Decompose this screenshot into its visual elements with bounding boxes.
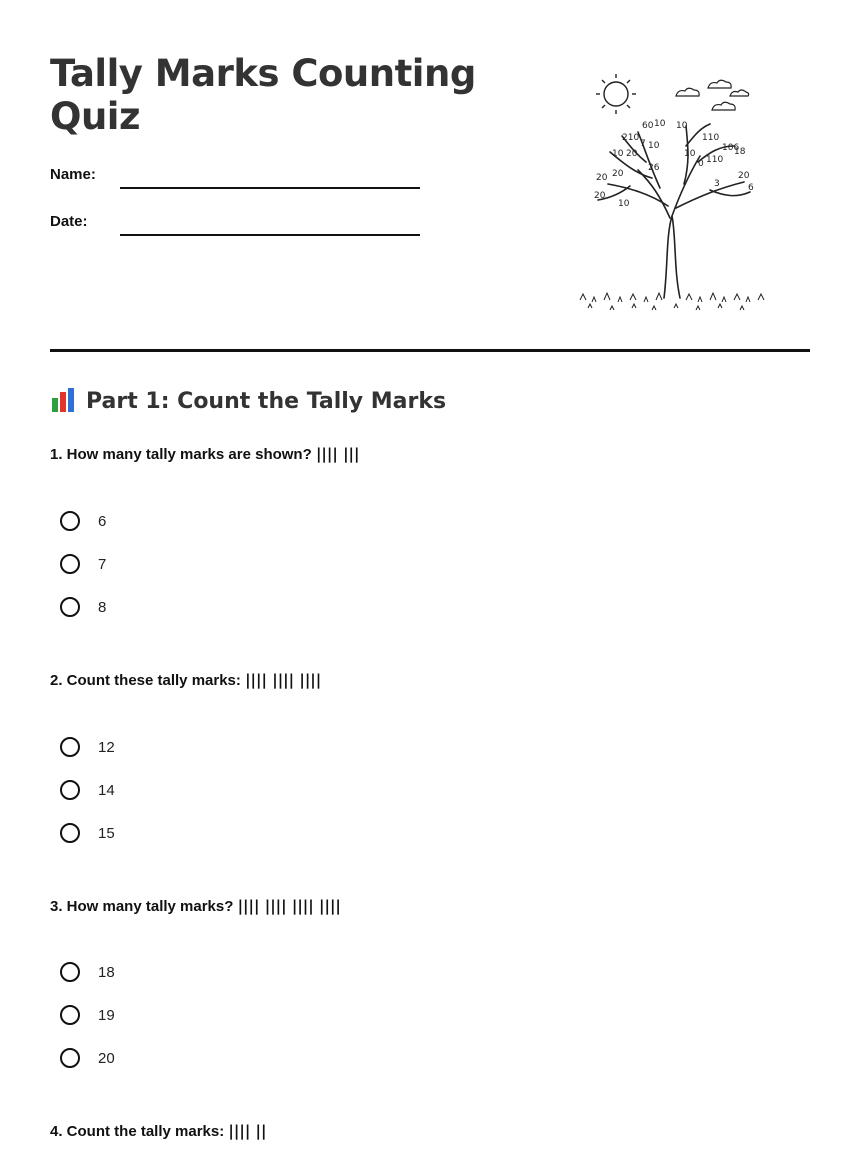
tally-marks: |||| |||| |||| |||| xyxy=(237,897,341,915)
answer-option[interactable] xyxy=(60,780,115,800)
svg-text:20: 20 xyxy=(738,171,750,181)
svg-text:10: 10 xyxy=(618,199,630,209)
option-label: 18 xyxy=(98,963,115,981)
svg-text:106: 106 xyxy=(722,143,740,153)
quiz-title: Tally Marks Counting Quiz xyxy=(50,52,476,138)
option-label: 12 xyxy=(98,738,115,756)
svg-text:6: 6 xyxy=(748,183,754,193)
question-text: 2. Count these tally marks: xyxy=(50,672,241,689)
answer-option[interactable] xyxy=(60,511,106,531)
svg-text:210: 210 xyxy=(622,133,640,143)
answer-option[interactable] xyxy=(60,823,115,843)
svg-text:10: 10 xyxy=(654,119,666,129)
option-label: 19 xyxy=(98,1006,115,1024)
svg-text:0: 0 xyxy=(698,159,704,169)
svg-text:60: 60 xyxy=(642,121,654,131)
radio-button[interactable] xyxy=(60,737,80,757)
part-1-title: Part 1: Count the Tally Marks xyxy=(86,388,447,414)
cloud-icon xyxy=(676,80,749,110)
radio-button[interactable] xyxy=(60,1048,80,1068)
option-label: 6 xyxy=(98,512,107,530)
bar-chart-icon xyxy=(50,388,76,414)
radio-button[interactable] xyxy=(60,823,80,843)
svg-text:10: 10 xyxy=(612,149,624,159)
svg-text:26: 26 xyxy=(648,163,660,173)
svg-text:10: 10 xyxy=(648,141,660,151)
question-text: 3. How many tally marks? xyxy=(50,898,234,915)
radio-button[interactable] xyxy=(60,780,80,800)
svg-text:7: 7 xyxy=(640,139,646,149)
date-label: Date: xyxy=(50,213,88,230)
radio-button[interactable] xyxy=(60,554,80,574)
name-field[interactable] xyxy=(120,187,420,189)
svg-text:20: 20 xyxy=(596,173,608,183)
sun-icon xyxy=(596,74,636,114)
tally-marks: |||| |||| |||| xyxy=(245,671,322,689)
radio-button[interactable] xyxy=(60,597,80,617)
date-field[interactable] xyxy=(120,234,420,236)
answer-option[interactable] xyxy=(60,597,106,617)
svg-text:10: 10 xyxy=(676,121,688,131)
question-1 xyxy=(50,445,360,463)
svg-text:20: 20 xyxy=(594,191,606,201)
option-label: 20 xyxy=(98,1049,115,1067)
answer-option[interactable] xyxy=(60,554,106,574)
svg-text:3: 3 xyxy=(714,179,720,189)
question-2 xyxy=(50,671,321,689)
question-text: 1. How many tally marks are shown? xyxy=(50,446,312,463)
question-text: 4. Count the tally marks: xyxy=(50,1123,225,1140)
tally-marks: |||| || xyxy=(228,1122,267,1140)
svg-text:110: 110 xyxy=(706,155,724,165)
radio-button[interactable] xyxy=(60,962,80,982)
question-3 xyxy=(50,897,341,915)
svg-text:18: 18 xyxy=(734,147,746,157)
svg-text:10: 10 xyxy=(684,149,696,159)
tally-marks: |||| ||| xyxy=(315,445,360,463)
name-label: Name: xyxy=(50,166,96,183)
answer-option[interactable] xyxy=(60,962,115,982)
section-divider xyxy=(50,349,810,352)
answer-option[interactable] xyxy=(60,1005,115,1025)
option-label: 14 xyxy=(98,781,115,799)
answer-option[interactable] xyxy=(60,1048,115,1068)
part-1-heading xyxy=(50,388,446,414)
answer-option[interactable] xyxy=(60,737,115,757)
svg-text:20: 20 xyxy=(612,169,624,179)
svg-text:20: 20 xyxy=(626,149,638,159)
grass xyxy=(580,293,764,310)
option-label: 15 xyxy=(98,824,115,842)
radio-button[interactable] xyxy=(60,1005,80,1025)
tree-illustration xyxy=(560,66,770,322)
option-label: 8 xyxy=(98,598,107,616)
svg-text:110: 110 xyxy=(702,133,720,143)
question-4 xyxy=(50,1122,266,1140)
option-label: 7 xyxy=(98,555,107,573)
radio-button[interactable] xyxy=(60,511,80,531)
